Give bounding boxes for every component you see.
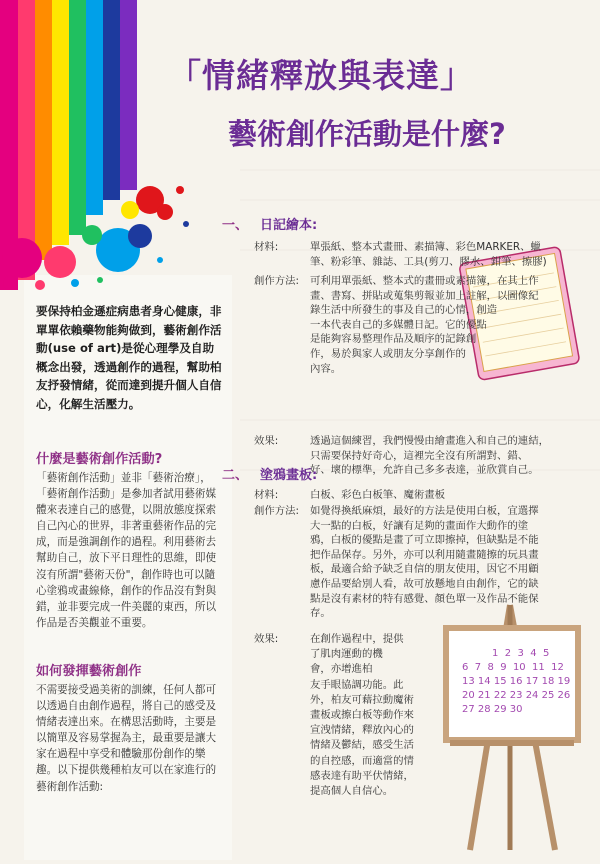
whiteboard-number: 14 bbox=[477, 676, 491, 687]
text-line: 白板、彩色白板筆、魔術畫板 bbox=[310, 489, 446, 501]
whiteboard-number: 15 bbox=[493, 676, 507, 687]
how-body: 不需要接受過美術的訓練，任何人都可以透過自由創作過程，將自己的感受及情緒表達出來。在構思活動時，主要是以簡單及容易掌握為主，最重要是讓大家在過程中享受和體驗那份創作的樂趣。以下提供幾種柏友可以在家進行的藝術創作活動: bbox=[36, 684, 217, 793]
text-line: 會，亦增進柏 bbox=[310, 663, 373, 676]
section2-heading bbox=[222, 464, 317, 483]
whiteboard-number: 19 bbox=[557, 676, 571, 687]
text-line: 大一點的白板，好讓有足夠的畫面作大動作的塗 bbox=[310, 519, 529, 532]
text-line: 的自控感，而適當的情 bbox=[310, 754, 414, 767]
text-line: 感表達有助平伏情緒， bbox=[310, 769, 414, 782]
whiteboard-number: 20 bbox=[462, 690, 475, 701]
whiteboard-number: 27 bbox=[462, 704, 475, 715]
whiteboard-number: 2 bbox=[504, 648, 512, 659]
text-line: 畫板或擦白板等動作來 bbox=[310, 709, 414, 722]
whiteboard-number: 9 bbox=[500, 662, 507, 673]
text-line: 可利用單張紙、整本式的畫冊或素描簿，在其上作 bbox=[310, 275, 539, 287]
whiteboard-number: 16 bbox=[509, 676, 523, 687]
page-title-line2: 藝術創作活動是什麼? bbox=[228, 117, 506, 151]
page-title-line1: 「情緒釋放與表達」 bbox=[168, 56, 474, 95]
whiteboard-number: 3 bbox=[517, 648, 524, 659]
what-heading: 什麼是藝術創作活動? bbox=[36, 452, 163, 467]
section2-method-label: 創作方法: bbox=[254, 505, 300, 517]
text-line: 錄生活中所發生的事及自己的心情，創造 bbox=[310, 304, 498, 317]
text-line: 宣洩情緒，釋放內心的 bbox=[310, 724, 414, 737]
whiteboard-number: 4 bbox=[530, 648, 537, 659]
text-line: 如覺得換紙麻煩，最好的方法是使用白板，宜選擇 bbox=[310, 505, 539, 517]
section1-number: 一、 bbox=[222, 218, 249, 233]
section2-number: 二、 bbox=[222, 468, 249, 483]
whiteboard-number: 29 bbox=[493, 704, 507, 715]
section1-title: 日記繪本: bbox=[260, 218, 318, 233]
how-heading: 如何發揮藝術創作 bbox=[36, 664, 142, 679]
text-line: 單張紙、整本式畫冊、素描簿、彩色MARKER、蠟 bbox=[310, 241, 541, 253]
whiteboard-number: 23 bbox=[509, 690, 523, 701]
whiteboard-number: 26 bbox=[557, 690, 571, 701]
whiteboard-number: 18 bbox=[541, 676, 555, 687]
section1-method bbox=[254, 274, 586, 384]
text-line: 點是沒有素材的特有感覺、顏色單一及作品不能保 bbox=[310, 592, 539, 605]
section1-materials bbox=[254, 240, 586, 270]
whiteboard-number: 22 bbox=[493, 690, 507, 701]
whiteboard-number: 28 bbox=[477, 704, 491, 715]
section2-effect bbox=[254, 632, 444, 802]
whiteboard-number: 12 bbox=[551, 662, 564, 673]
text-line: 在創作過程中，提供 bbox=[310, 633, 404, 645]
whiteboard-number: 17 bbox=[525, 676, 539, 687]
whiteboard-number: 6 bbox=[462, 662, 469, 673]
text-line: 好、壞的標準，允許自己多多表達，並欣賞自己。 bbox=[310, 464, 539, 477]
section2-method bbox=[254, 504, 586, 624]
whiteboard-number: 24 bbox=[525, 690, 539, 701]
text-line: 只需要保持好奇心，這裡完全沒有所謂對、錯、 bbox=[310, 449, 529, 462]
text-line: 透過這個練習，我們慢慢由繪畫進入和自己的連結， bbox=[310, 435, 549, 447]
text-line: 把作品保存。另外，亦可以利用隨畫隨擦的玩具畫 bbox=[310, 548, 539, 561]
text-line: 提高個人自信心。 bbox=[310, 785, 394, 798]
section1-heading bbox=[222, 214, 317, 233]
whiteboard-number: 5 bbox=[542, 648, 550, 659]
section2-effect-label: 效果: bbox=[254, 633, 279, 645]
text-line: 了肌肉運動的機 bbox=[310, 648, 383, 661]
text-line: 內容。 bbox=[310, 362, 342, 375]
whiteboard-number: 30 bbox=[509, 704, 523, 715]
text-line: 情緒及鬱結，感受生活 bbox=[310, 739, 414, 752]
section2-materials-label: 材料: bbox=[254, 489, 279, 501]
whiteboard-number: 1 bbox=[492, 648, 499, 659]
whiteboard-number: 21 bbox=[477, 690, 491, 701]
section1-method-label: 創作方法: bbox=[254, 275, 300, 287]
whiteboard-number: 8 bbox=[487, 662, 494, 673]
text-line: 慮作品要給別人看，故可放懸地自由創作，它的缺 bbox=[310, 577, 539, 590]
whiteboard-number: 7 bbox=[474, 662, 482, 673]
text-line: 一本代表自己的多媒體日記。它的優點 bbox=[310, 318, 487, 331]
whiteboard-numbers bbox=[462, 648, 572, 715]
text-line: 友手眼協調功能。此 bbox=[310, 678, 404, 691]
section1-materials-label: 材料: bbox=[254, 241, 279, 253]
text-line: 存。 bbox=[310, 607, 331, 620]
intro-paragraph: 要保持柏金遜症病患者身心健康，非單單依賴藥物能夠做到，藝術創作活動(use of art)是從心理學及自助概念出發，透過創作的過程，幫助柏友抒發情緒，從而達到提升個人自信心，化解生活壓力。 bbox=[36, 304, 222, 411]
section2-materials bbox=[254, 488, 586, 504]
text-line: 鴉，白板的優點是畫了可立即擦掉，但缺點是不能 bbox=[310, 534, 539, 547]
text-line: 筆、粉彩筆、雜誌、工具(剪刀、膠水、鉗筆、擦膠) bbox=[310, 255, 547, 268]
section1-effect-label: 效果: bbox=[254, 435, 279, 447]
text-line: 外，柏友可藉拉動魔術 bbox=[310, 693, 414, 706]
what-body: 「藝術創作活動」並非「藝術治療」，「藝術創作活動」是參加者試用藝術媒體來表達自己的感覺，以開放態度探索自己內心的世界，非著重藝術作品的完成，而是強調創作的過程。利用藝術去幫助自己，放下平日理性的思維，即使沒有所謂"藝術天份"，創作時也可以隨心塗鴉或畫線條，創作的作品沒有對與錯，並非要完成一件美麗的東西，所以作品是否美觀並不重要。 bbox=[36, 472, 217, 629]
text-line: 板，最適合給予缺乏自信的朋友使用，因它不用顧 bbox=[310, 563, 539, 576]
text-line: 作，易於與家人或朋友分享創作的 bbox=[310, 347, 466, 360]
section2-title: 塗鴉畫板: bbox=[260, 468, 318, 483]
whiteboard-number: 13 bbox=[462, 676, 475, 687]
text-line: 是能夠容易整理作品及順序的記錄創 bbox=[310, 333, 477, 346]
whiteboard-number: 25 bbox=[541, 690, 555, 701]
whiteboard-number: 11 bbox=[532, 662, 545, 673]
text-line: 畫、書寫、拼貼或蒐集剪報並加上註解，以圖像紀 bbox=[310, 289, 539, 302]
whiteboard-number: 10 bbox=[512, 662, 526, 673]
